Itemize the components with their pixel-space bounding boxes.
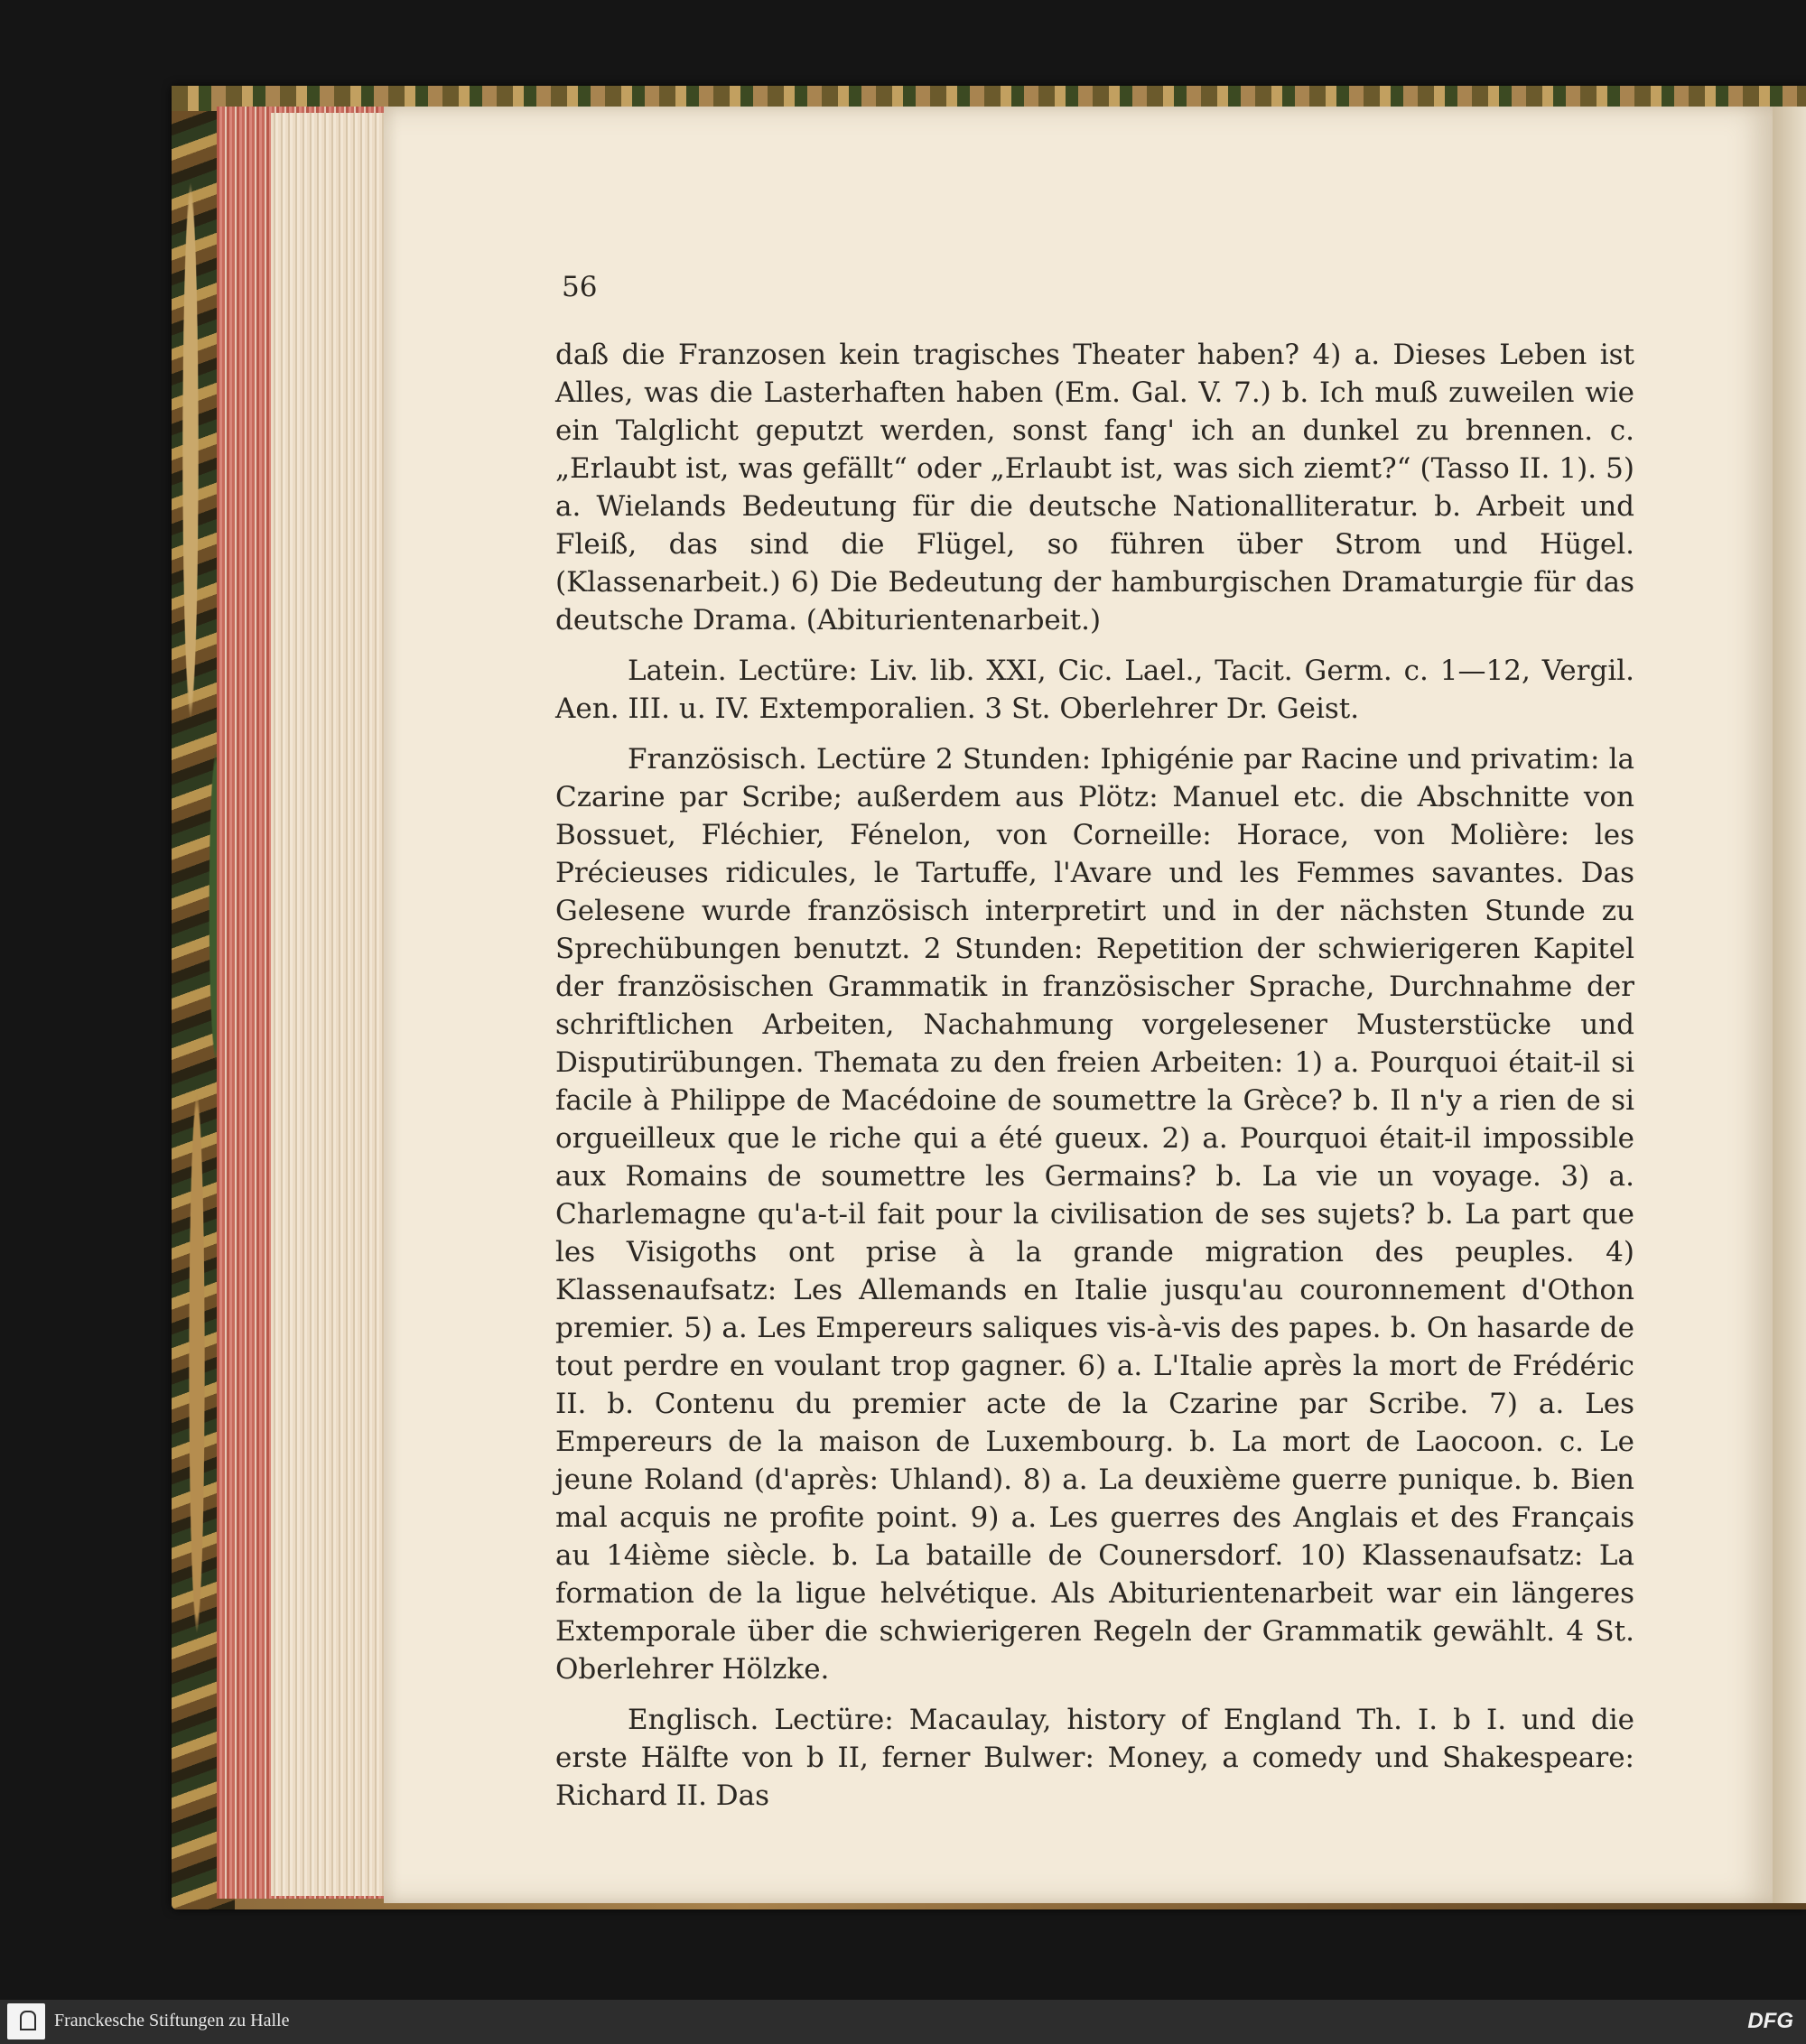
paragraph-french: Französisch. Lectüre 2 Stunden: Iphigénie par Racine und privatim: la Czarine par Scribe; außerdem aus Plötz: Manuel etc. die Abschnitte von Bossuet, Fléchier, Fénelon, von Corneille: Horace, von Molière: les Précieuses ridicules, le Tartuffe, l'Avare und les Femmes savantes. Das Gelesene wurde französisch interpretirt und in der nächsten Stunde zu Sprechübungen benutzt. 2 Stunden: Repetition der schwierigeren Kapitel der französischen Grammatik in französischer Sprache, Durchnahme der schriftlichen Arbeiten, Nachahmung vorgelesener Musterstücke und Disputirübungen. Themata zu den freien Arbeiten: 1) a. Pourquoi était-il si facile à Philippe de Macédoine de soumettre la Grèce? b. Il n'y a rien de si orgueilleux que le riche qui a été gueux. 2) a. Pourquoi était-il impossible aux Romains de soumettre les Germains? b. La vie un voyage. 3) a. Charlemagne qu'a-t-il fait pour la civilisation de ses sujets? b. La part que les Visigoths ont prise à la grande migration des peuples. 4) Klassenaufsatz: Les Allemands en Italie jusqu'au couronnement d'Othon premier. 5) a. Les Empereurs saliques vis-à-vis des papes. b. On hasarde de tout perdre en voulant trop gagner. 6) a. L'Italie après la mort de Frédéric II. b. Contenu du premier acte de la Czarine par Scribe. 7) a. Les Empereurs de la maison de Luxembourg. b. La mort de Laocoon. c. Le jeune Roland (d'après: Uhland). 8) a. La deuxième guerre punique. b. Bien mal acquis ne profite point. 9) a. Les guerres des Anglais et des Français au 14ième siècle. b. La bataille de Counersdorf. 10) Klassenaufsatz: La formation de la ligue helvétique. Als Abiturientenarbeit war ein längeres Extemporale über die schwierigeren Regeln der Grammatik gewählt. 4 St. Oberlehrer Hölzke. — [555, 743, 1634, 1686]
page-number: 56 — [562, 271, 598, 303]
institution-logo-icon[interactable] — [7, 2003, 45, 2039]
institution-name[interactable]: Franckesche Stiftungen zu Halle — [54, 2011, 290, 2030]
page-edges-inner — [271, 113, 388, 1896]
paragraph-english: Englisch. Lectüre: Macaulay, history of England Th. I. b I. und die erste Hälfte von b II, ferner Bulwer: Money, a comedy und Shakespeare: Richard II. Das — [555, 1704, 1634, 1812]
dfg-logo[interactable]: DFG — [1747, 2009, 1793, 2033]
viewer-footer — [0, 2000, 1806, 2044]
page-text — [555, 336, 1634, 1827]
paragraph-german-essays: daß die Franzosen kein tragisches Theater haben? 4) a. Dieses Leben ist Alles, was die Lasterhaften haben (Em. Gal. V. 7.) b. Ich muß zuweilen wie ein Talglicht geputzt werden, sonst fang' ich an dunkel zu brennen. c. „Erlaubt ist, was gefällt“ oder „Erlaubt ist, was sich ziemt?“ (Tasso II. 1). 5) a. Wielands Bedeutung für die deutsche Nationalliteratur. b. Arbeit und Fleiß, das sind die Flügel, so führen über Strom und Hügel. (Klassenarbeit.) 6) Die Bedeutung der hamburgischen Dramaturgie für das deutsche Drama. (Abiturientenarbeit.) — [555, 339, 1634, 636]
facing-page-edge — [1770, 107, 1806, 1903]
paragraph-latin: Latein. Lectüre: Liv. lib. XXI, Cic. Lael., Tacit. Germ. c. 1—12, Vergil. Aen. III. u. IV. Extemporalien. 3 St. Oberlehrer Dr. Geist. — [555, 655, 1634, 725]
